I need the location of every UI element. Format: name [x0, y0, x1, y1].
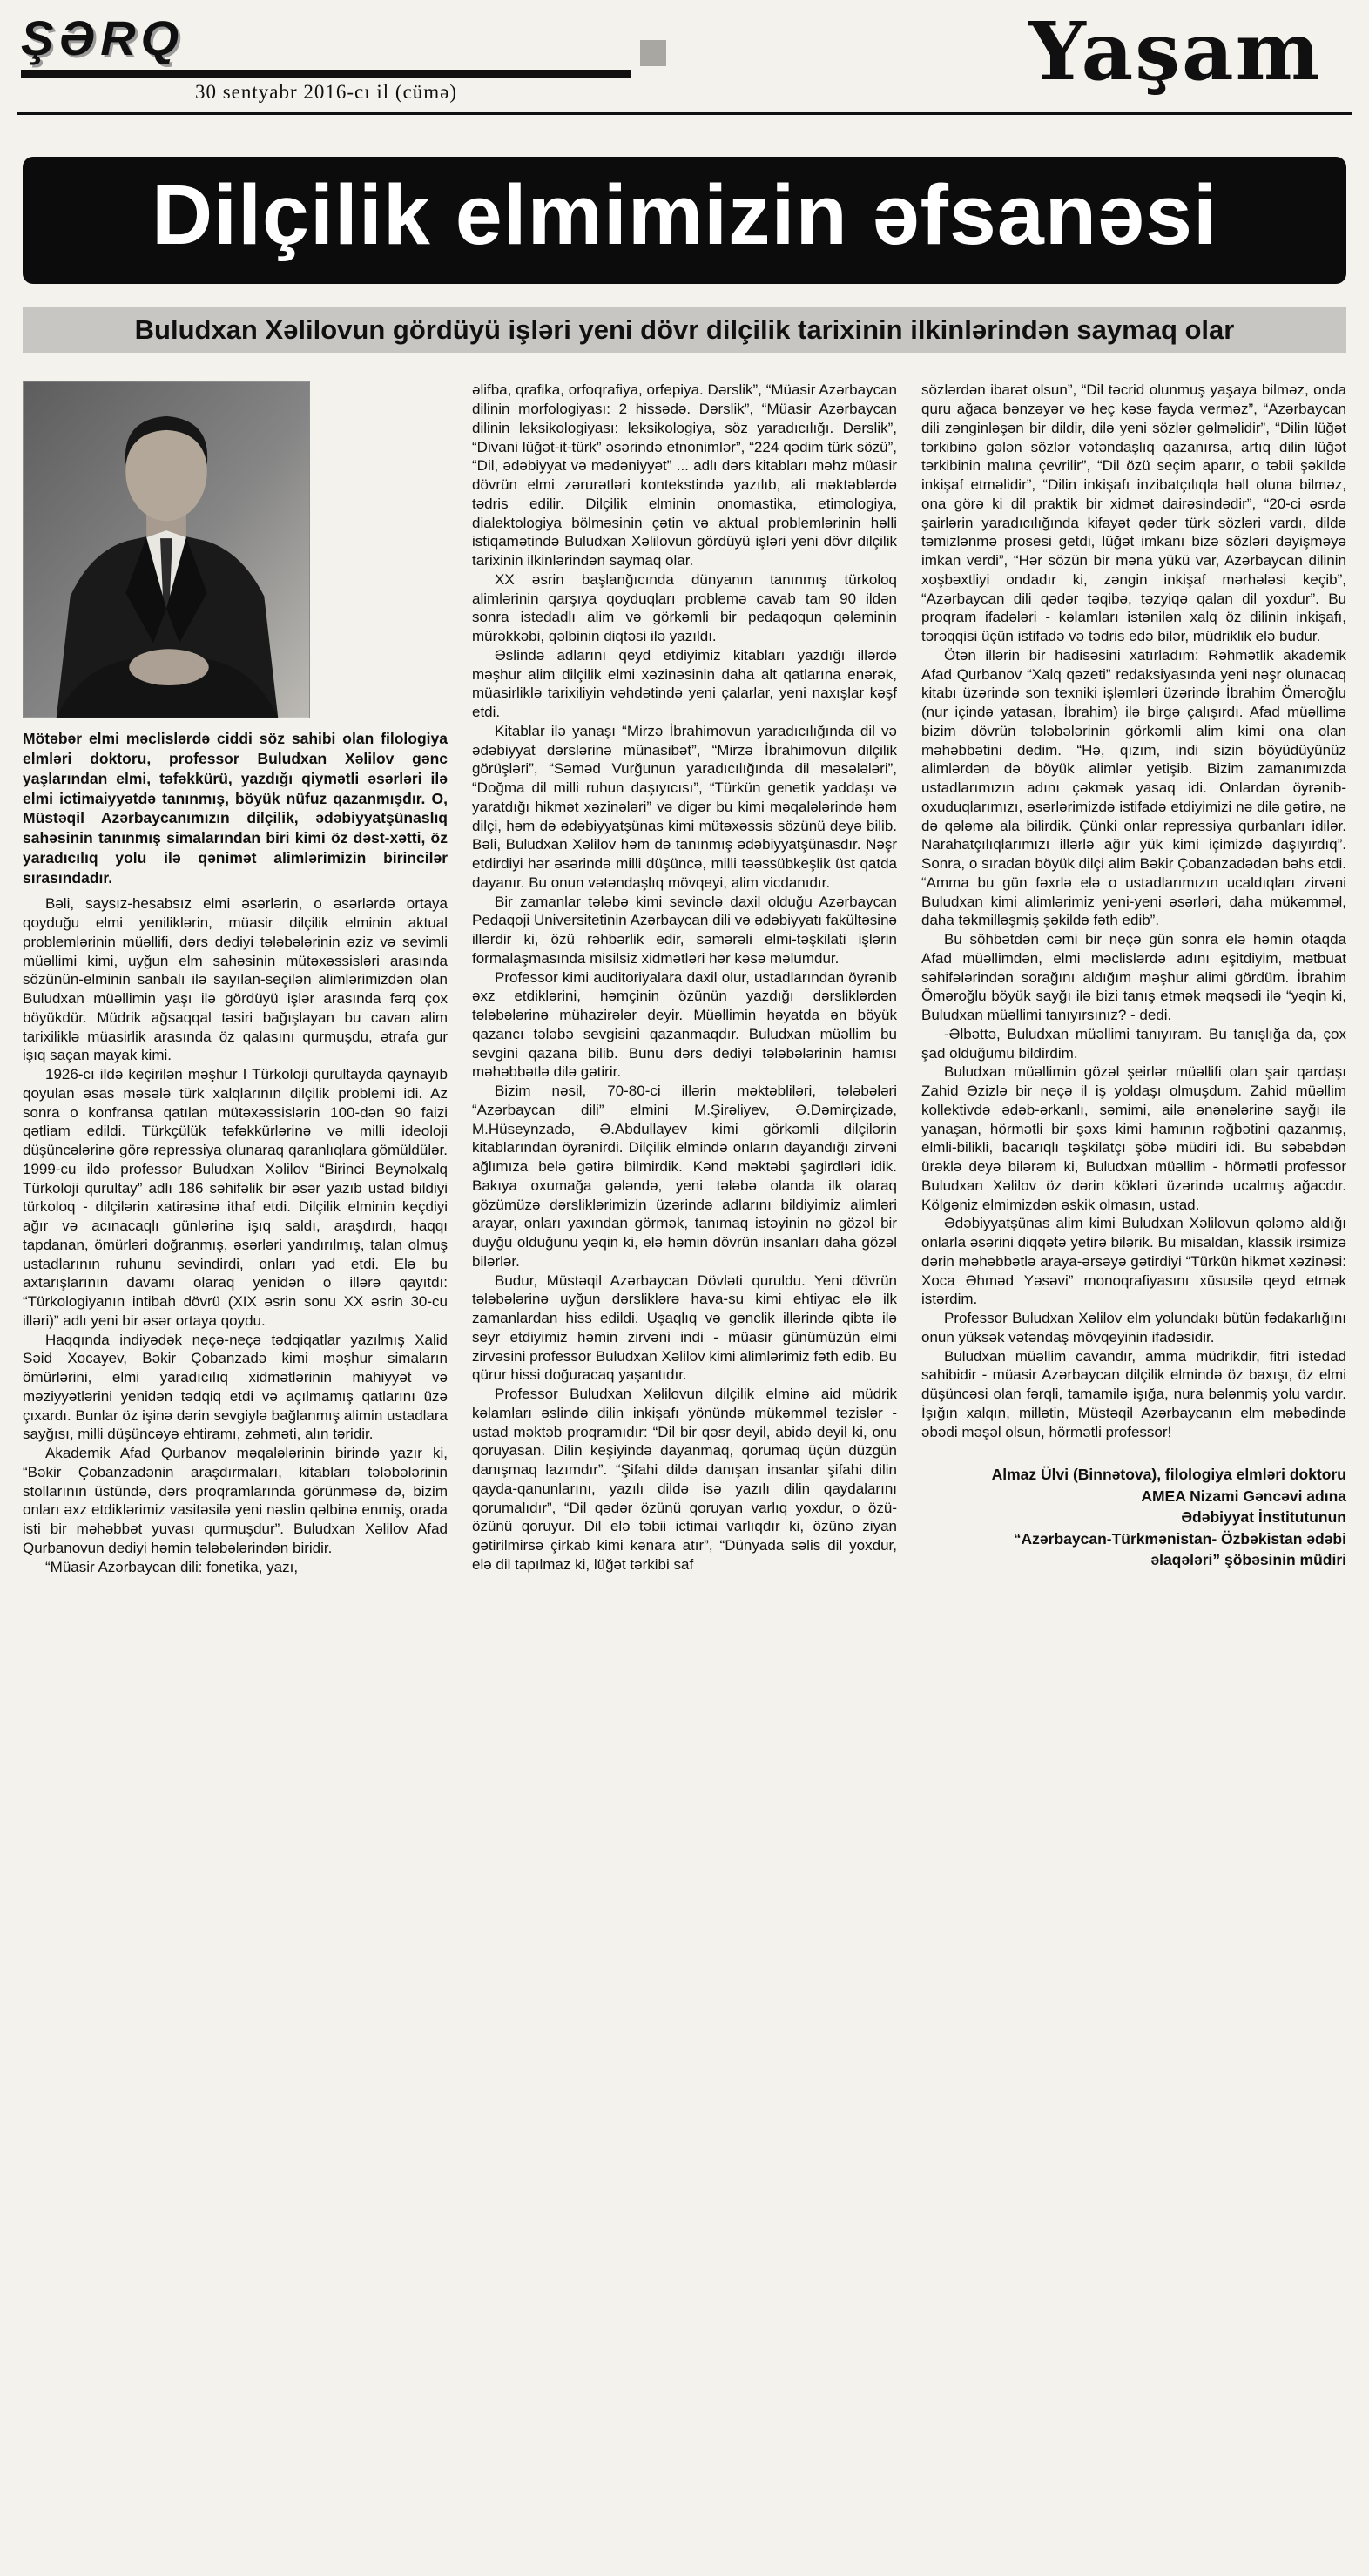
- paragraph: Ötən illərin bir hadisəsini xatırladım: Rəhmətlik akademik Afad Qurbanov “Xalq qəzeti” redaksiyasında yeni nəşr olunacaq kitabı üzərində son texniki işləmləri üzərində İbrahim Öməroğlu (nur içində yatasan, İbrahim) ilə birgə çalışırdı. Afad müəllimə bizim dövrün tələbələrinin görkəmli alim kimi ona olan məhəbbətini dedim. “Hə, qızım, indi sizin böyüdüyünüz alimlərdən də böyük alimlər yetişib. Bizim zamanımızda ustadlarımızın adını çəkmək yasaq idi. Onlardan öyrənib-oxuduqlarımızı, əsərlərimizdə istifadə etdiyimizi nə dilə gətirə, nə də qələmə ala bilirdik. Çünki onlar repressiya qurbanları idilər. Narahatçılıqlarımızı illərlə ağır yük kimi içimizdə daşıyırdıq”. Sonra, o sıradan böyük dilçi alim Bəkir Çobanzadədən bəhs etdi. “Amma bu gün fəxrlə elə o ustadlarımızın ucaldıqları zirvəni Buludxan kimi alimlərimiz yeni-yeni əsərləri, daha mükəmməl, daha təkmilləşmiş şəkildə fəth edib”.: [921, 646, 1346, 929]
- column-2-paragraphs: [472, 381, 897, 1574]
- paragraph: Bizim nəsil, 70-80-ci illərin məktəbliləri, tələbələri “Azərbaycan dili” elmini M.Şirəliyev, Ə.Dəmirçizadə, M.Hüseynzadə, Ə.Abdullayev kimi görkəmli dilçilərin kitablarından öyrənirdi. Dilçilik elmində onların dayandığı zirvəni ağlımıza belə gətirə bilmirdik. Kənd məktəbi şagirdləri idik. Bakıya oxumağa gələndə, yeni tələbə olanda ilk olaraq gözümüzə dərsliklərimizin üzərində adlarını bildiyimiz alimləri arayar, onları yaxından görmək, tanımaq istəyinin nə gözəl bir duyğu olduğunu yəqin ki, elə həmin dövrün insanları daha gözəl bilərlər.: [472, 1082, 897, 1270]
- headline-banner: [23, 157, 1346, 284]
- column-3: [921, 381, 1346, 1576]
- paragraph: Professor kimi auditoriyalara daxil olur, ustadlarından öyrənib əxz etdiklərini, həmçinin özünün yazdığı dərsliklərdən tələbələrinə mühazirələr deyir. Müəllimin həyatda ən böyük qazancı tələbə sevgisini qazanmaqdır. Buludxan müəllim bu sevgini qazana bilib. Bunu dərs dediyi tələbələrinin hamısı məhəbbətlə dilə gətirir.: [472, 968, 897, 1081]
- paragraph: Bir zamanlar tələbə kimi sevinclə daxil olduğu Azərbaycan Pedaqoji Universitetinin Azərbaycan dili və ədəbiyyatı fakültəsinə illərdir ki, özü rəhbərlik edir, səmərəli elmi-təşkilati işlərin formalaşmasında misilsiz xidmətləri hər kəsə məlumdur.: [472, 893, 897, 967]
- column-3-paragraphs: [921, 381, 1346, 1441]
- byline-line: Ədəbiyyat İnstitutunun: [1181, 1508, 1346, 1527]
- article-body: [23, 381, 1346, 1576]
- masthead-left: [21, 10, 631, 104]
- section-title: Yaşam: [1028, 4, 1322, 98]
- paragraph: Ədəbiyyatşünas alim kimi Buludxan Xəlilovun qələmə aldığı onlarla əsərini diqqətə yetirə bilərik. Bu misaldan, klassik irsimizə dərin məhəbbətlə araya-ərsəyə gətirdiyi “Türkün hikmət xəzinəsi: Xoca Əhməd Yəsəvi” monoqrafiyasını xüsusilə qeyd etmək istərdim.: [921, 1215, 1346, 1308]
- paragraph: Professor Buludxan Xəlilovun dilçilik elminə aid müdrik kəlamları əslində dilin inkişafı yönündə mükəmməl tezislər -ustad məktəb proqramıdır: “Dil bir qəsr deyil, abidə deyil ki, onu qoruyasan. Dilin keşiyində dayanmaq, qorumaq üçün düzgün danışmaq lazımdır”. “Şifahi dildə danışan insanlar şifahi dilin qayda-qanunlarını, yazılı dildə isə yazılı dilin qaydalarını qorumalıdır”, “Dil qədər özünü qoruyan varlıq yoxdur, o özü-özünü qoruyur. Dil elə təbii ictimai varlıqdır ki, özünə ziyan gətirilmirsə çirkab kimi kənara atır”, “Dünyada səlis dil yoxdur, elə dil tapılmaz ki, lüğət tərkibi saf: [472, 1386, 897, 1573]
- paragraph: Professor Buludxan Xəlilov elm yolundakı bütün fədakarlığını onun yüksək vətəndaş mövqeyinin ifadəsidir.: [921, 1310, 1346, 1345]
- byline-line: Almaz Ülvi (Binnətova), filologiya elmləri doktoru: [991, 1466, 1346, 1484]
- paragraph: Haqqında indiyədək neçə-neçə tədqiqatlar yazılmış Xalid Səid Xocayev, Bəkir Çobanzadə kimi məşhur simaların ömürlərini, elmi yaradıcılıq xidmətlərinin mahiyyət və məziyyətlərini yenidən tədqiq etdi və açılmamış qatlarını üzə çıxardı. Bunlar öz işinə dərin sevgiylə bağlanmış alimin ustadlara sayğısı, milli düşüncəyə ehtiramı, zəhməti, alın təridir.: [23, 1331, 448, 1443]
- paragraph: əlifba, qrafika, orfoqrafiya, orfepiya. Dərslik”, “Müasir Azərbaycan dilinin morfologiyası: 2 hissədə. Dərslik”, “Müasir Azərbaycan dilinin leksikologiyası: leksikologiya, söz yaradıcılığı. Dərslik”, “Divani lüğət-it-türk” əsərində etnonimlər”, “224 qədim türk sözü”, “Dil, ədəbiyyat və mədəniyyət” ... adlı dərs kitabları məhz müasir dövrün elmi zərurətləri kontekstində yazılıb, ali məktəblərdə tədris edilir. Dilçilik elminin onomastika, etimologiya, dialektologiya bölməsinin çətin və aktual problemlərinin həlli istiqamətində Buludxan Xəlilovun gördüyü işləri yeni dövr dilçilik tarixinin ilkinlərindən saymaq olar.: [472, 381, 897, 570]
- headline: Dilçilik elmimizin əfsanəsi: [152, 167, 1217, 262]
- paragraph: Buludxan müəllim cavandır, amma müdrikdir, fitri istedad sahibidir - müasir Azərbaycan dilçilik elmində öz baxışı, öz elmi düşüncəsi olan fərqli, tamamilə işığa, nura bələnmiş yolu vardır. İşığın xalqın, millətin, Müstəqil Azərbaycanın elm məbədində əbədi məşəl olsun, hörmətli professor!: [921, 1347, 1346, 1440]
- masthead: [17, 4, 1352, 115]
- logo-underline-bar: [21, 70, 631, 78]
- byline-line: AMEA Nizami Gəncəvi adına: [1141, 1487, 1346, 1505]
- newspaper-logo: ŞƏRQ: [21, 10, 185, 65]
- paragraph: -Əlbəttə, Buludxan müəllimi tanıyıram. Bu tanışlığa da, çox şad olduğumu bildirdim.: [921, 1025, 1346, 1062]
- subheadline-bar: [23, 307, 1346, 354]
- portrait-photo-illustration: [23, 381, 310, 718]
- column-1: [23, 381, 448, 1576]
- subheadline: Buludxan Xəlilovun gördüyü işləri yeni dövr dilçilik tarixinin ilkinlərindən saymaq olar: [134, 314, 1235, 345]
- lede-paragraph: Mötəbər elmi məclislərdə ciddi söz sahibi olan filologiya elmləri doktoru, professor Buludxan Xəlilov gənc yaşlarından elmi, təfəkkürü, yazdığı qiymətli əsərləri ilə elmi ictimaiyyətdə tanınmış, böyük nüfuz qazanmışdır. O, Müstəqil Azərbaycanımızın dilçilik, ədəbiyyatşünaslıq sahəsinin tanınmış simalarından biri kimi öz dəst-xətti, öz yaradıcılıq yolu ilə qənimət alimlərimizin birincilər sırasındadır.: [23, 730, 448, 887]
- paragraph: Akademik Afad Qurbanov məqalələrinin birində yazır ki, “Bəkir Çobanzadənin araşdırmaları, kitabları tələbələrinin stollarının üstündə, dərs proqramlarında görünməsə də, bizim onları əxz etdiklərimiz vasitəsilə yeni nəslin qəlbinə enmiş, orada isti bir məhəbbət yuvası qurmuşdur”. Buludxan Xəlilov Afad Qurbanovun dediyi həmin tələbələrindən biridir.: [23, 1445, 448, 1556]
- paragraph: Budur, Müstəqil Azərbaycan Dövləti quruldu. Yeni dövrün tələbələrinə uyğun dərsliklərə hava-su kimi ehtiyac elə ilk zamanlardan hiss edildi. Uşaqlıq və gənclik illərində qibtə ilə seyr etdiyimiz həmin zirvəni indi - müasir günümüzün elmi zirvəsini professor Buludxan Xəlilov kimi alimlərimiz fəth edib. Bu qürur hissi doğuracaq yaşantıdır.: [472, 1271, 897, 1384]
- portrait-photo: [23, 381, 448, 718]
- byline-line: “Azərbaycan-Türkmənistan- Özbəkistan ədəbi: [1013, 1529, 1346, 1548]
- byline-line: əlaqələri” şöbəsinin müdiri: [1150, 1551, 1346, 1569]
- paragraph: XX əsrin başlanğıcında dünyanın tanınmış türkoloq alimlərinin qarşıya qoyduqları problemə cavab tam 90 ildən sonra istedadlı alim və görkəmli bir pedaqoqun qələminin mürəkkəbi, qəlbinin diqtəsi ilə yazıldı.: [472, 570, 897, 645]
- author-byline: [921, 1464, 1346, 1571]
- paragraph: sözlərdən ibarət olsun”, “Dil təcrid olunmuş yaşaya bilməz, onda quru ağaca bənzəyər və heç kəsə fayda verməz”, “Azərbaycan dili zənginləşən bir dildir, dilə yeni sözlər gəlməlidir”, “Dilin lüğət tərkibinə gələn sözlər vətəndaşlıq qazanırsa, artıq dilin lüğət tərkibinin malına çevrilir”, “Dil özü seçim aparır, o təbii şəkildə inkişaf etməlidir”, “Dilin inkişafı inzibatçılıqla həll oluna bilməz, ona görə ki dil praktik bir xidmət dairəsindədir”, “20-ci əsrdə şairlərin yaradıcılığında kifayət qədər türk sözləri vardı, dildə təmizlənmə prosesi getdi, lüğət imkanı bizə sözləri dəyişməyə imkan verdi”, “Hər sözün bir məna yükü var, Azərbaycan dilinin xoşbəxtliyi ondadır ki, zəngin inkişaf mərhələsi keçib”, “Azərbaycan dili qədər təqibə, təzyiqə qalan dil yoxdur”. Bu proqram ifadələri - kəlamları istənilən xalq öz dilinin inkişafı, tərəqqisi üçün istifadə və tədris edə bilər, müdriklik elə budur.: [921, 381, 1346, 645]
- paragraph: 1926-cı ildə keçirilən məşhur I Türkoloji qurultayda qaynayıb qoyulan əsas məsələ türk xalqlarının dilçilik problemi idi. Az sonra o konfransa qatılan mütəxəssislərin 100-dən 90 faizi qətliam edildi. Türkçülük təfəkkürlərinə və milli ideoloji düşüncələrinə görə repressiya olunaraq qaranlıqlara gömüldülər. 1999-cu ildə professor Buludxan Xəlilov “Birinci Beynəlxalq Türkoloji qurultay” adlı 186 səhifəlik bir əsər yazıb ustad bildiyi türkoloq - dilçilərin xatirəsinə ithaf etdi. Dilçilik elminin keçdiyi ağır və acınacaqlı günlərinə işıq saldı, araşdırdı, haqqı tapdanan, ömürləri doğranmış, əsərləri yandırılmış, talan olmuş ustadlarının ruhunu sevindirdi, onları yad etdi. Elə bu axtarışlarının davamı olaraq yenidən o illərə qayıtdı: “Türkologiyanın intibah dövrü (XIX əsrin sonu XX əsrin 30-cu illəri)” adlı yeni bir əsər ortaya qoydu.: [23, 1066, 448, 1329]
- paragraph: Buludxan müəllimin gözəl şeirlər müəllifi olan şair qardaşı Zahid Əzizlə bir neçə il iş yoldaşı olmuşdum. Zahid müəllim kollektivdə ədəb-ərkanlı, səmimi, ailə ənənələrinə sayğı ilə yanaşan, hörmətli bir şəxs kimi hamının rəğbətini qazanmış, elmli-bilikli, bacarıqlı təşkilatçı şöbə müdiri idi. Bu səbəbdən ürəklə deyə bilərəm ki, Buludxan müəllim - hörmətli professor Buludxan Xəlilov öz dərin kökləri üzərində ucalmış ağacdır. Kölgəniz elmimizdən əskik olmasın, ustad.: [921, 1063, 1346, 1213]
- masthead-decoration: [640, 40, 666, 66]
- paragraph: Bu söhbətdən cəmi bir neçə gün sonra elə həmin otaqda Afad müəllimdən, elmi məclislərdə adını eşitdiyim, mətbuat səhifələrindən sorağını aldığım məşhur alimi gördüm. İbrahim Öməroğlu böyük sayğı ilə bizi tanış etmək məqsədi ilə “yəqin ki, Buludxan müəllimi tanıyırsınız? - dedi.: [921, 931, 1346, 1024]
- column-2: [472, 381, 897, 1576]
- paragraph: Bəli, saysız-hesabsız elmi əsərlərin, o əsərlərdə ortaya qoyduğu elmi yeniliklərin, müasir dilçilik elminin aktual problemlərinin müəllifi, dərs dediyi tələbələrinin əziz və sevimli müəllimi kimi, uyğun elm sahəsinin mütəxəssisləri arasında sözünün-elminin sanbalı ilə sayılan-seçilən alimlərimizdən olan Buludxan müəllimin yaşı ilə gördüyü işlər arasında fərq çox böyükdür. Müdrik ağsaqqal təsiri bağışlayan bu cavan alim tarixiliklə müasirlik arasında öz qalasını qurmuşdu, ətrafa gur işıq saçan mayak kimi.: [23, 895, 448, 1064]
- paragraph: Əslində adlarını qeyd etdiyimiz kitabları yazdığı illərdə məşhur alim dilçilik elmi xəzinəsinin daha alt qatlarına enərək, müasirliklə tarixiliyin vəhdətində yeni çalarlar, yeni naxışlar kəşf etdi.: [472, 646, 897, 721]
- issue-date: 30 sentyabr 2016-cı il (cümə): [194, 81, 458, 103]
- paragraph: “Müasir Azərbaycan dili: fonetika, yazı,: [45, 1558, 299, 1575]
- column-1-paragraphs: [23, 894, 448, 1576]
- paragraph: Kitablar ilə yanaşı “Mirzə İbrahimovun yaradıcılığında dil və ədəbiyyat dərslərinə münasibət”, “Mirzə İbrahimovun dilçilik görüşləri”, “Səməd Vurğunun yaradıcılığında dil məsələləri”, “Doğma dil milli ruhun daşıyıcısı”, “Türkün genetik yaddaşı və yaratdığı hikmət xəzinələri” və digər bu kimi məqalələrində həm dilçi, həm də ədəbiyyatşünas kimi mütəxəssis sözünü deyə bilib. Bəli, Buludxan Xəlilov həm də tanınmış ədəbiyyatşünasdır. Nəşr etdirdiyi hər əsərində milli düşüncə, milli təəssübkeşlik üst qatda dayanır. Bu onun vətəndaşlıq mövqeyi, alim vicdanıdır.: [472, 722, 897, 891]
